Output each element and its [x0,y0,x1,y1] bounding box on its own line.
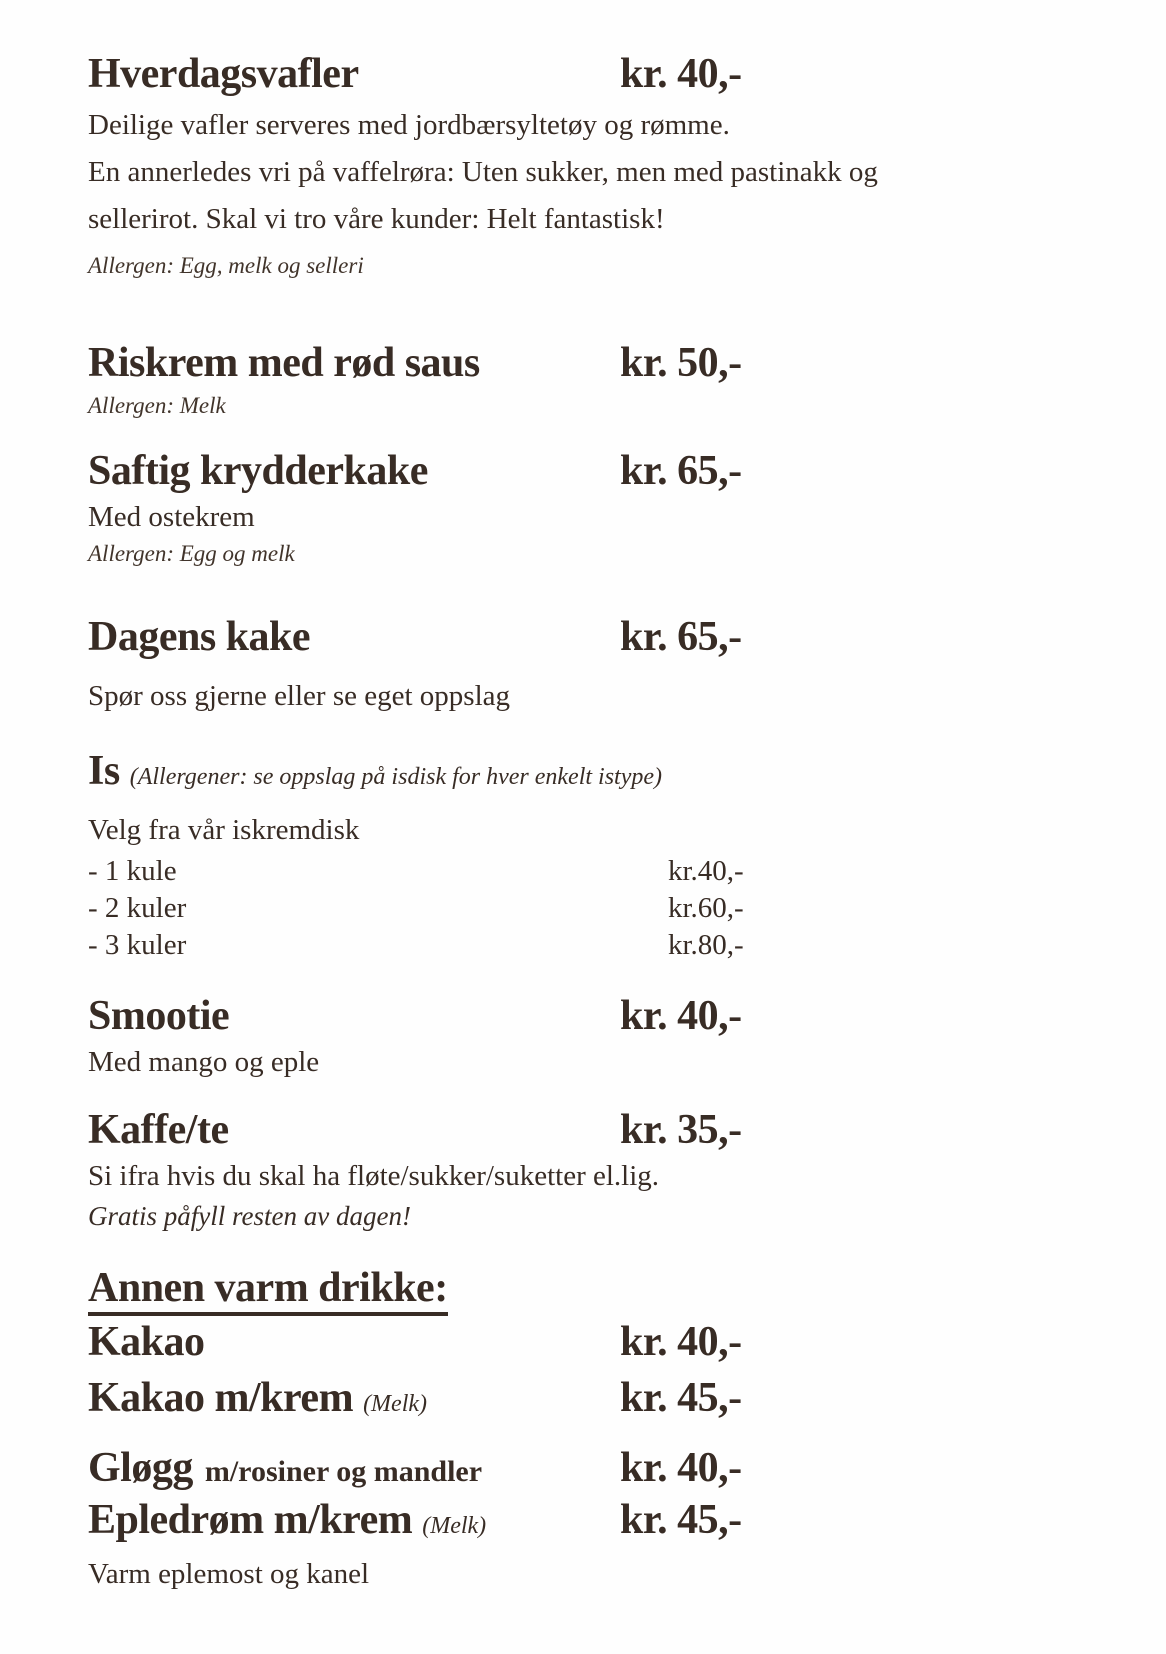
menu-item-name: Kaffe/te [88,1107,229,1153]
option-label: - 1 kule [88,855,177,887]
section-heading: Annen varm drikke: [88,1266,448,1316]
menu-item-description: Varm eplemost og kanel [88,1558,370,1590]
option-row [88,890,1126,927]
description-line: En annerledes vri på vaffelrøra: Uten sukker, men med pastinakk og [88,156,878,188]
allergen-note: Allergen: Egg, melk og selleri [88,253,364,278]
section-varm-drikke [88,1266,1126,1594]
menu-item-description: Velg fra vår iskremdisk [88,814,360,846]
menu-item-is [88,747,1126,795]
allergen-inline-note: (Melk) [422,1513,487,1539]
menu-item-hverdagsvafler [88,50,1126,98]
menu-item-price: kr. 40,- [620,51,742,97]
menu-item-description: Med mango og eple [88,1046,320,1078]
menu-item-description: Spør oss gjerne eller se eget oppslag [88,680,511,712]
description-line: Deilige vafler serveres med jordbærsyltetøy og rømme. [88,109,730,141]
menu-item-kakao-m-krem [88,1374,1126,1428]
menu-item-price: kr. 40,- [620,1445,742,1491]
option-label: - 3 kuler [88,929,187,961]
menu-item-smootie [88,992,1126,1040]
menu-item-krydderkake [88,447,1126,495]
menu-item-price: kr. 65,- [620,448,742,494]
menu-item-name: Kakao [88,1319,205,1365]
menu-item-epledrom [88,1496,1126,1550]
option-price: kr.40,- [668,855,744,887]
allergen-note: Allergen: Melk [88,393,226,418]
option-row [88,853,1126,890]
menu-item-glogg [88,1444,1126,1496]
allergen-note: Allergen: Egg og melk [88,541,295,566]
ice-cream-options [88,853,1126,964]
menu-item-kakao [88,1318,1126,1366]
menu-item-price: kr. 65,- [620,614,742,660]
menu-item-name: Riskrem med rød saus [88,340,480,386]
menu-item-name: Epledrøm m/krem [88,1497,413,1543]
menu-item-description [88,102,1126,243]
menu-item-name: Dagens kake [88,614,311,660]
menu-item-price: kr. 45,- [620,1497,742,1543]
menu-item-price: kr. 45,- [620,1375,742,1421]
menu-item-dagens-kake [88,613,1126,661]
menu-item-name: Is [88,748,120,794]
menu-item-name: Gløgg [88,1445,193,1491]
menu-item-name: Kakao m/krem [88,1375,354,1421]
refill-note: Gratis påfyll resten av dagen! [88,1201,411,1231]
option-row [88,927,1126,964]
allergen-inline-note: (Melk) [363,1391,428,1417]
menu-item-name: Hverdagsvafler [88,51,359,97]
menu-item-price: kr. 35,- [620,1107,742,1153]
description-line: sellerirot. Skal vi tro våre kunder: Helt fantastisk! [88,203,665,235]
menu-item-price: kr. 40,- [620,993,742,1039]
option-price: kr.80,- [668,929,744,961]
option-label: - 2 kuler [88,892,187,924]
menu-item-price: kr. 50,- [620,340,742,386]
menu-item-name: Smootie [88,993,230,1039]
menu-item-kaffe-te [88,1106,1126,1154]
option-price: kr.60,- [668,892,744,924]
menu-item-description: Med ostekrem [88,501,255,533]
allergen-note: (Allergener: se oppslag på isdisk for hver enkelt istype) [129,764,663,790]
menu-item-description: Si ifra hvis du skal ha fløte/sukker/suketter el.lig. [88,1160,660,1192]
menu-item-riskrem [88,339,1126,387]
menu-item-subtitle: m/rosiner og mandler [204,1455,483,1488]
menu-item-name: Saftig krydderkake [88,448,428,494]
menu-item-price: kr. 40,- [620,1319,742,1365]
